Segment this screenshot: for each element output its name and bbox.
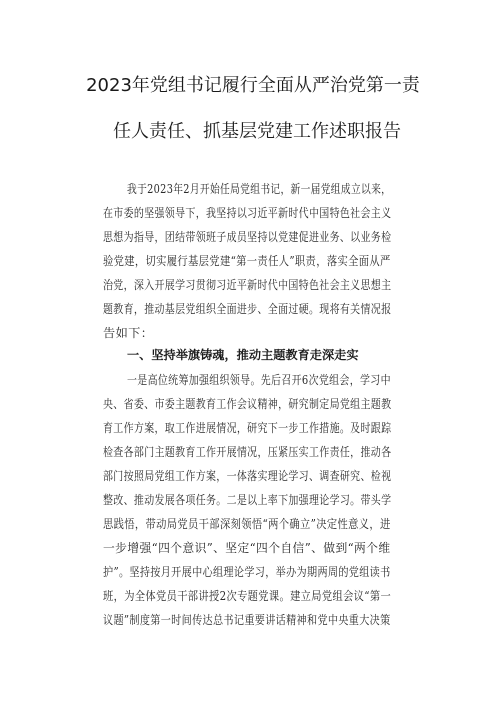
body-line: 检查各部门主题教育工作开展情况，压紧压实工作责任，推动各 bbox=[103, 445, 392, 459]
document-title-line-1: 2023年党组书记履行全面从严治党第一责 bbox=[86, 75, 420, 96]
section-heading: 一、坚持举旗铸魂，推动主题教育走深走实 bbox=[127, 348, 359, 362]
body-line: 议题”制度第一时间传达总书记重要讲话精神和党中央重大决策 bbox=[103, 613, 391, 627]
document-title-line-2: 任人责任、抓基层党建工作述职报告 bbox=[113, 121, 401, 142]
body-line: 班，为全体党员干部讲授2次专题党课。建立局党组会议“第一 bbox=[103, 589, 392, 603]
body-line: 思践悟，带动局党员干部深刻领悟“两个确立”决定性意义，进 bbox=[103, 517, 391, 531]
body-line: 一步增强“四个意识”、坚定“四个自信”、做到“两个维 bbox=[103, 541, 391, 555]
intro-line: 题教育，推动基层党组织全面进步、全面过硬。现将有关情况报 bbox=[103, 302, 392, 316]
intro-line: 思想为指导，团结带领班子成员坚持以党建促进业务、以业务检 bbox=[103, 230, 392, 244]
body-line: 央、省委、市委主题教育工作会议精神，研究制定局党组主题教 bbox=[103, 397, 392, 411]
intro-line: 在市委的坚强领导下，我坚持以习近平新时代中国特色社会主义 bbox=[103, 206, 392, 220]
body-line: 整改、推动发展各项任务。二是以上率下加强理论学习。带头学 bbox=[103, 493, 392, 507]
body-line: 育工作方案，取工作进展情况，研究下一步工作措施。及时跟踪 bbox=[103, 421, 392, 435]
body-line: 护”。坚持按月开展中心组理论学习，举办为期两周的党组读书 bbox=[103, 565, 391, 579]
body-line: 一是高位统筹加强组织领导。先后召开6次党组会，学习中 bbox=[127, 373, 391, 387]
intro-line: 告如下： bbox=[103, 326, 154, 340]
body-line: 部门按照局党组工作方案，一体落实理论学习、调查研究、检视 bbox=[103, 469, 392, 483]
intro-line: 验党建，切实履行基层党建“第一责任人”职责，落实全面从严 bbox=[103, 254, 391, 268]
intro-line: 我于2023年2月开始任局党组书记，新一届党组成立以来， bbox=[127, 182, 392, 196]
intro-line: 治党，深入开展学习贯彻习近平新时代中国特色社会主义思想主 bbox=[103, 278, 392, 292]
